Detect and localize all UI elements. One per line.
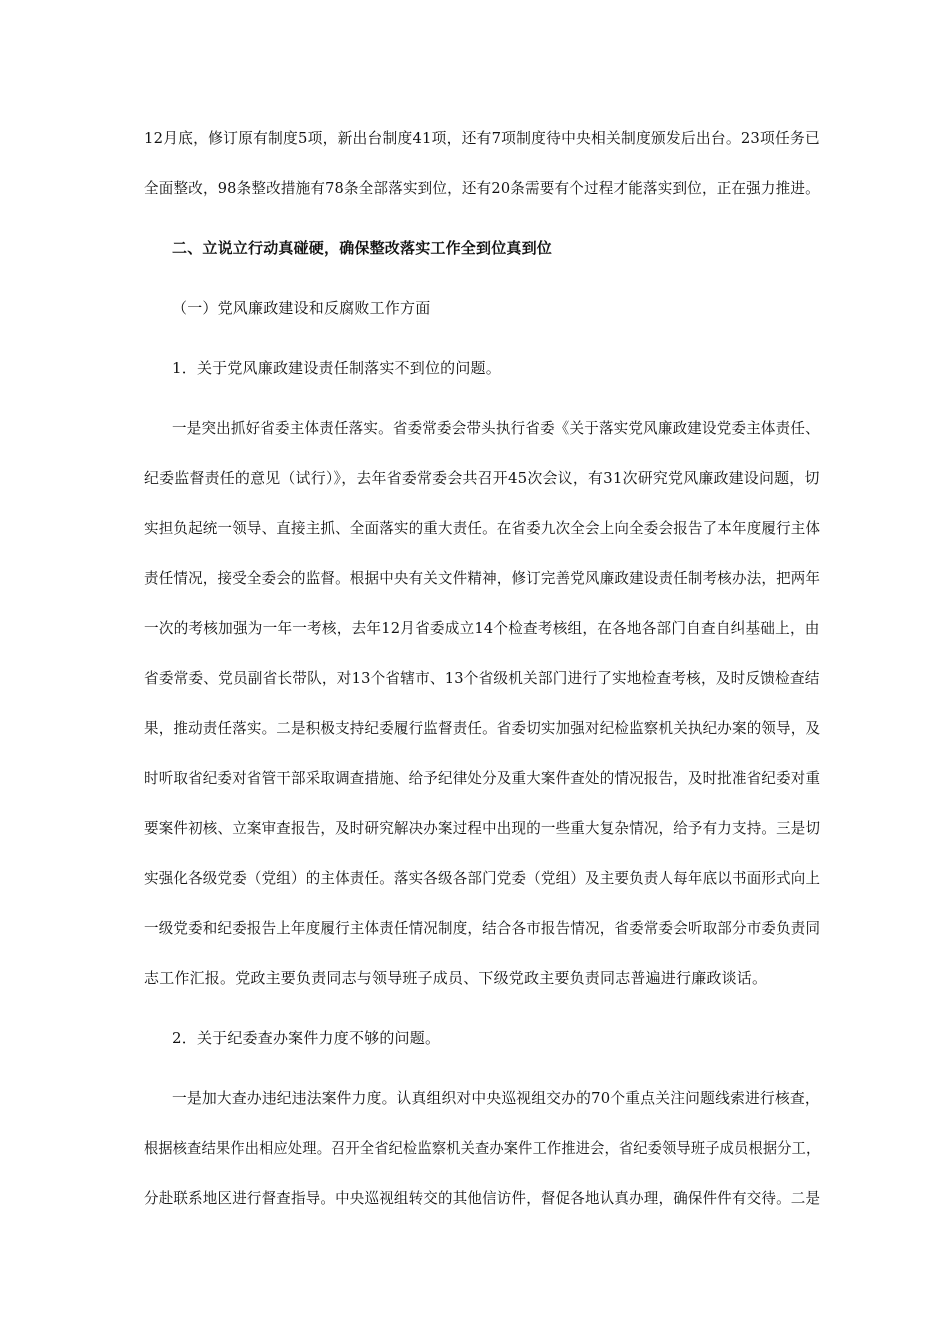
text-line: 果，推动责任落实。二是积极支持纪委履行监督责任。省委切实加强对纪检监察机关执纪办案的领导，及: [144, 719, 821, 737]
item-heading: 2．关于纪委查办案件力度不够的问题。: [172, 1029, 441, 1047]
text-line: 志工作汇报。党政主要负责同志与领导班子成员、下级党政主要负责同志普遍进行廉政谈话。: [144, 969, 768, 987]
text-line: 实强化各级党委（党组）的主体责任。落实各级各部门党委（党组）及主要负责人每年底以书面形式向上: [144, 869, 821, 887]
text-line: 一级党委和纪委报告上年度履行主体责任情况制度，结合各市报告情况，省委常委会听取部分市委负责同: [144, 919, 821, 937]
section-heading: 二、立说立行动真碰硬，确保整改落实工作全到位真到位: [172, 239, 553, 257]
text-line: 纪委监督责任的意见（试行）》，去年省委常委会共召开45次会议，有31次研究党风廉政建设问题，切: [144, 469, 820, 487]
text-line: 一次的考核加强为一年一考核，去年12月省委成立14个检查考核组，在各地各部门自查自纠基础上，由: [144, 619, 820, 637]
text-line: 一是突出抓好省委主体责任落实。省委常委会带头执行省委《关于落实党风廉政建设党委主体责任、: [172, 419, 820, 437]
text-line: 全面整改，98条整改措施有78条全部落实到位，还有20条需要有个过程才能落实到位，正在强力推进。: [144, 179, 820, 197]
text-line: 时听取省纪委对省管干部采取调查措施、给予纪律处分及重大案件查处的情况报告，及时批准省纪委对重: [144, 769, 821, 787]
text-line: 一是加大查办违纪违法案件力度。认真组织对中央巡视组交办的70个重点关注问题线索进行核查，: [172, 1089, 820, 1107]
text-line: 实担负起统一领导、直接主抓、全面落实的重大责任。在省委九次全会上向全委会报告了本年度履行主体: [144, 519, 821, 537]
text-line: 要案件初核、立案审查报告，及时研究解决办案过程中出现的一些重大复杂情况，给予有力支持。三是切: [144, 819, 821, 837]
text-line: 省委常委、党员副省长带队，对13个省辖市、13个省级机关部门进行了实地检查考核，及时反馈检查结: [144, 669, 820, 687]
text-line: 分赴联系地区进行督查指导。中央巡视组转交的其他信访件，督促各地认真办理，确保件件有交待。二是: [144, 1189, 821, 1207]
subsection-heading: （一）党风廉政建设和反腐败工作方面: [172, 299, 431, 317]
text-line: 责任情况，接受全委会的监督。根据中央有关文件精神，修订完善党风廉政建设责任制考核办法，把两年: [144, 569, 821, 587]
text-line: 根据核查结果作出相应处理。召开全省纪检监察机关查办案件工作推进会，省纪委领导班子成员根据分工，: [144, 1139, 821, 1157]
item-heading: 1．关于党风廉政建设责任制落实不到位的问题。: [172, 359, 501, 377]
text-line: 12月底，修订原有制度5项，新出台制度41项，还有7项制度待中央相关制度颁发后出台。23项任务已: [144, 129, 820, 147]
